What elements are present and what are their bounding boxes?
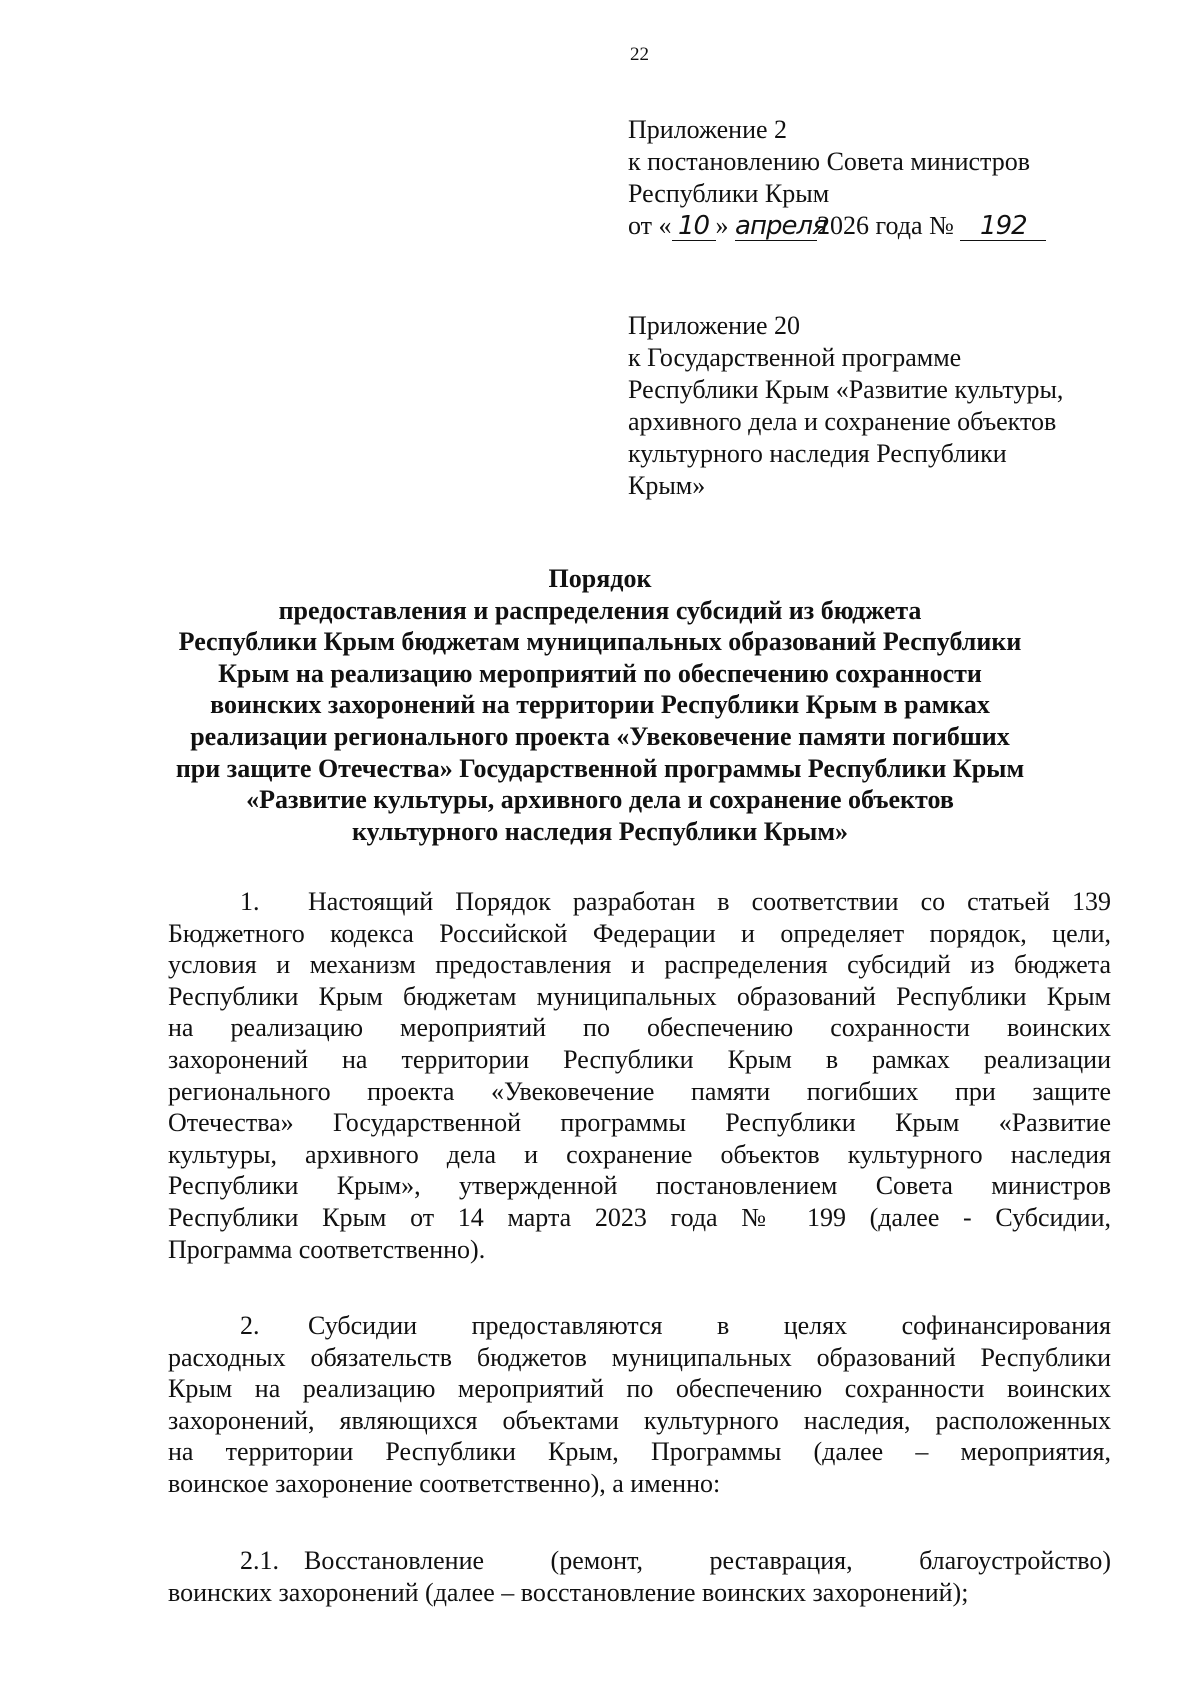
title-line: предоставления и распределения субсидий из бюджета <box>278 595 922 625</box>
paragraph-1 <box>168 886 1111 1265</box>
paragraph-line: расходных обязательств бюджетов муниципальных образований Республики <box>168 1342 1111 1372</box>
paragraph-number: 2.1. <box>240 1546 279 1575</box>
paragraph-2-1 <box>168 1545 1111 1608</box>
appendix-20-line: Республики Крым «Развитие культуры, <box>628 375 1064 404</box>
page-number: 22 <box>630 44 649 65</box>
title-line: Порядок <box>548 564 652 593</box>
paragraph-line: регионального проекта «Увековечение памяти погибших при защите <box>168 1076 1111 1106</box>
appendix-2-line1: к постановлению Совета министров <box>628 147 1031 176</box>
paragraph-line: культуры, архивного дела и сохранение объектов культурного наследия <box>168 1139 1111 1169</box>
title-line: воинских захоронений на территории Республики Крым в рамках <box>210 690 990 720</box>
paragraph-line: воинских захоронений (далее – восстановление воинских захоронений); <box>168 1577 969 1607</box>
appendix-20-line: к Государственной программе <box>628 343 962 372</box>
paragraph-line: 2.1. Восстановление (ремонт, реставрация, благоустройство) <box>240 1546 1111 1575</box>
document-title <box>150 563 1050 847</box>
appendix-2-date-line: от « 10 » апреля2026 года № 192 <box>628 210 1110 242</box>
paragraph-line: на реализацию мероприятий по обеспечению сохранности воинских <box>168 1013 1111 1043</box>
title-line: реализации регионального проекта «Увековечение памяти погибших <box>190 721 1010 751</box>
title-line: Республики Крым бюджетам муниципальных образований Республики <box>178 627 1022 657</box>
paragraph-line: Бюджетного кодекса Российской Федерации и определяет порядок, цели, <box>168 918 1111 948</box>
paragraph-line: Программа соответственно). <box>168 1234 486 1264</box>
appendix-20-line: архивного дела и сохранение объектов <box>628 407 1057 436</box>
title-line: «Развитие культуры, архивного дела и сохранение объектов <box>246 785 954 815</box>
title-line: Крым на реализацию мероприятий по обеспечению сохранности <box>218 658 982 688</box>
appendix-2-header <box>628 114 1110 242</box>
appendix-2-line2: Республики Крым <box>628 179 830 208</box>
handwritten-number: 192 <box>960 212 1046 241</box>
paragraph-line: 1. Настоящий Порядок разработан в соответствии со статьей 139 <box>240 887 1111 916</box>
paragraph-line: на территории Республики Крым, Программы (далее – мероприятия, <box>168 1437 1111 1467</box>
paragraph-2 <box>168 1310 1111 1500</box>
paragraph-line: захоронений на территории Республики Крым в рамках реализации <box>168 1044 1111 1074</box>
appendix-2-title: Приложение 2 <box>628 115 788 144</box>
paragraph-line: Отечества» Государственной программы Республики Крым «Развитие <box>168 1108 1111 1138</box>
paragraph-line: Республики Крым бюджетам муниципальных образований Республики Крым <box>168 981 1111 1011</box>
title-line: при защите Отечества» Государственной программы Республики Крым <box>175 753 1025 783</box>
paragraph-number: 2. <box>240 1311 260 1340</box>
handwritten-month: апреля <box>735 211 827 241</box>
paragraph-line: 2. Субсидии предоставляются в целях софинансирования <box>240 1311 1111 1340</box>
handwritten-day: 10 <box>672 212 716 241</box>
paragraph-line: Республики Крым», утвержденной постановлением Совета министров <box>168 1171 1111 1201</box>
paragraph-line: Республики Крым от 14 марта 2023 года № 199 (далее - Субсидии, <box>168 1202 1111 1232</box>
paragraph-line: захоронений, являющихся объектами культурного наследия, расположенных <box>168 1405 1111 1435</box>
appendix-20-title: Приложение 20 <box>628 311 801 340</box>
paragraph-line: условия и механизм предоставления и распределения субсидий из бюджета <box>168 950 1111 980</box>
appendix-20-line: Крым» <box>628 471 706 500</box>
paragraph-line: воинское захоронение соответственно), а именно: <box>168 1468 721 1498</box>
paragraph-number: 1. <box>240 887 260 916</box>
appendix-20-line: культурного наследия Республики <box>628 439 1007 468</box>
appendix-20-header <box>628 310 1110 502</box>
title-line: культурного наследия Республики Крым» <box>351 816 849 846</box>
paragraph-line: Крым на реализацию мероприятий по обеспечению сохранности воинских <box>168 1374 1111 1404</box>
